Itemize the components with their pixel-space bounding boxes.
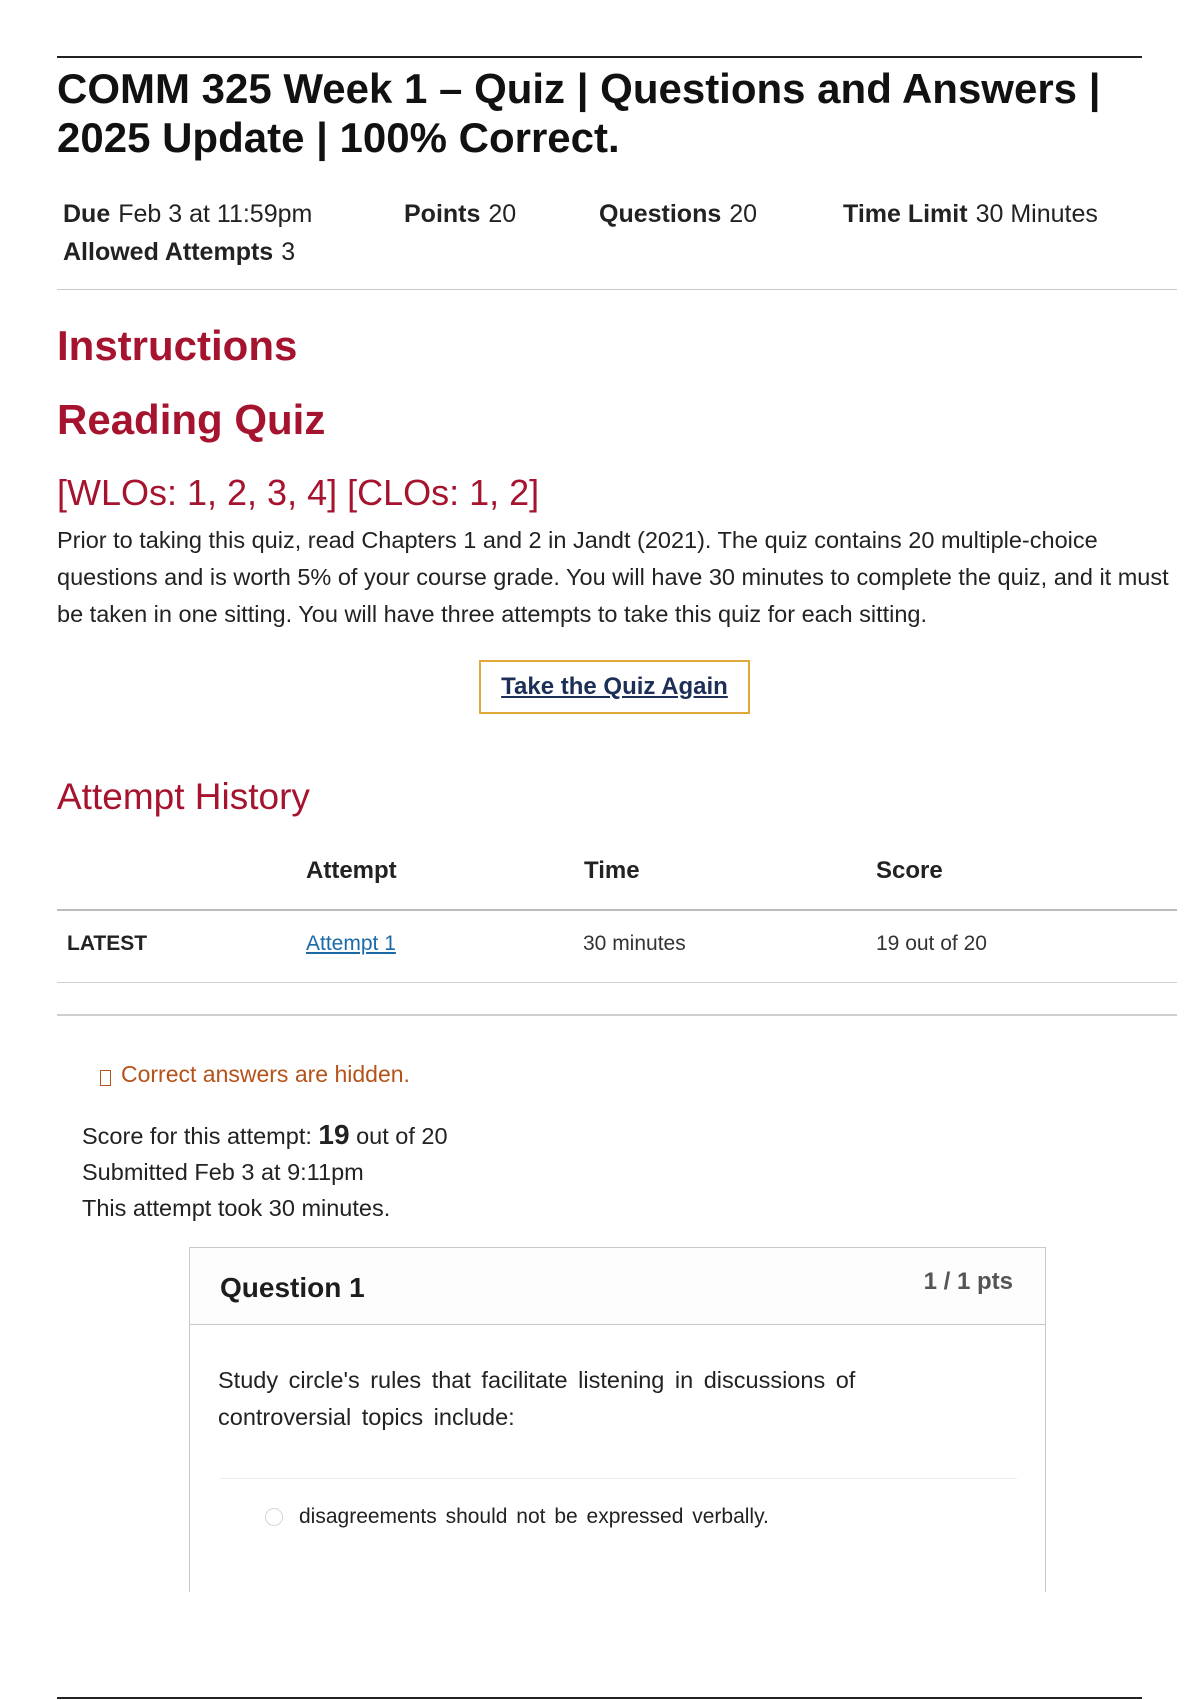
- question-text: Study circle's rules that facilitate listening in discussions of controversial topics include:: [218, 1367, 856, 1430]
- bottom-rule: [57, 1697, 1142, 1699]
- due-detail: [63, 200, 312, 229]
- allowed-attempts-detail: [63, 238, 295, 267]
- attempt-time: 30 minutes: [583, 932, 686, 955]
- allowed-attempts-value: 3: [281, 238, 296, 266]
- latest-tag: LATEST: [67, 932, 148, 955]
- question-title: Question 1: [220, 1272, 365, 1303]
- question-points: 1 / 1 pts: [923, 1268, 1013, 1295]
- take-quiz-again-button[interactable]: Take the Quiz Again: [479, 660, 750, 714]
- page-title: COMM 325 Week 1 – Quiz | Questions and Answers | 2025 Update | 100% Correct.: [57, 65, 1101, 161]
- column-header-score: Score: [876, 857, 943, 884]
- score-suffix: out of 20: [356, 1123, 448, 1149]
- table-row-divider: [57, 982, 1177, 983]
- question-divider: [220, 1478, 1017, 1479]
- time-limit-value: 30 Minutes: [975, 200, 1098, 228]
- learning-outcomes: [WLOs: 1, 2, 3, 4] [CLOs: 1, 2]: [57, 472, 540, 513]
- questions-detail: [599, 200, 757, 229]
- column-header-attempt: Attempt: [306, 857, 397, 884]
- info-icon: [100, 1070, 111, 1086]
- time-limit-detail: [843, 200, 1098, 229]
- table-end-divider: [57, 1014, 1177, 1016]
- submitted-time: Submitted Feb 3 at 9:11pm: [82, 1159, 364, 1185]
- table-header-divider: [57, 909, 1177, 911]
- column-header-time: Time: [584, 857, 640, 884]
- answers-hidden-text: Correct answers are hidden.: [121, 1061, 410, 1087]
- answer-text: disagreements should not be expressed verbally.: [299, 1505, 769, 1528]
- score-value: 19: [318, 1119, 350, 1150]
- instructions-text: Prior to taking this quiz, read Chapters 1 and 2 in Jandt (2021). The quiz contains 20 multiple-choice questions and is worth 5% of your course grade. You will have 30 minutes to complete the quiz, and it must be taken in one sitting. You will have three attempts to take this quiz for each sitting.: [57, 527, 1169, 627]
- reading-quiz-heading: Reading Quiz: [57, 396, 326, 443]
- attempt-score: 19 out of 20: [876, 932, 987, 955]
- top-rule: [57, 56, 1142, 58]
- attempt-score-summary: [82, 1119, 448, 1151]
- time-limit-label: Time Limit: [843, 200, 968, 228]
- attempt-history-heading: Attempt History: [57, 776, 310, 817]
- answer-option[interactable]: [265, 1505, 769, 1529]
- details-divider: [57, 289, 1177, 290]
- instructions-heading: Instructions: [57, 322, 298, 369]
- score-prefix: Score for this attempt:: [82, 1123, 312, 1149]
- answers-hidden-notice: [100, 1061, 410, 1088]
- questions-value: 20: [729, 200, 758, 228]
- points-value: 20: [488, 200, 517, 228]
- attempt-duration: This attempt took 30 minutes.: [82, 1195, 391, 1221]
- attempt-1-link[interactable]: Attempt 1: [306, 932, 396, 955]
- answer-radio[interactable]: [265, 1508, 283, 1526]
- questions-label: Questions: [599, 200, 722, 228]
- allowed-attempts-label: Allowed Attempts: [63, 238, 274, 266]
- points-label: Points: [404, 200, 481, 228]
- due-label: Due: [63, 200, 111, 228]
- points-detail: [404, 200, 516, 229]
- question-card: [189, 1247, 1046, 1592]
- due-value: Feb 3 at 11:59pm: [118, 200, 313, 228]
- question-header: [190, 1248, 1045, 1325]
